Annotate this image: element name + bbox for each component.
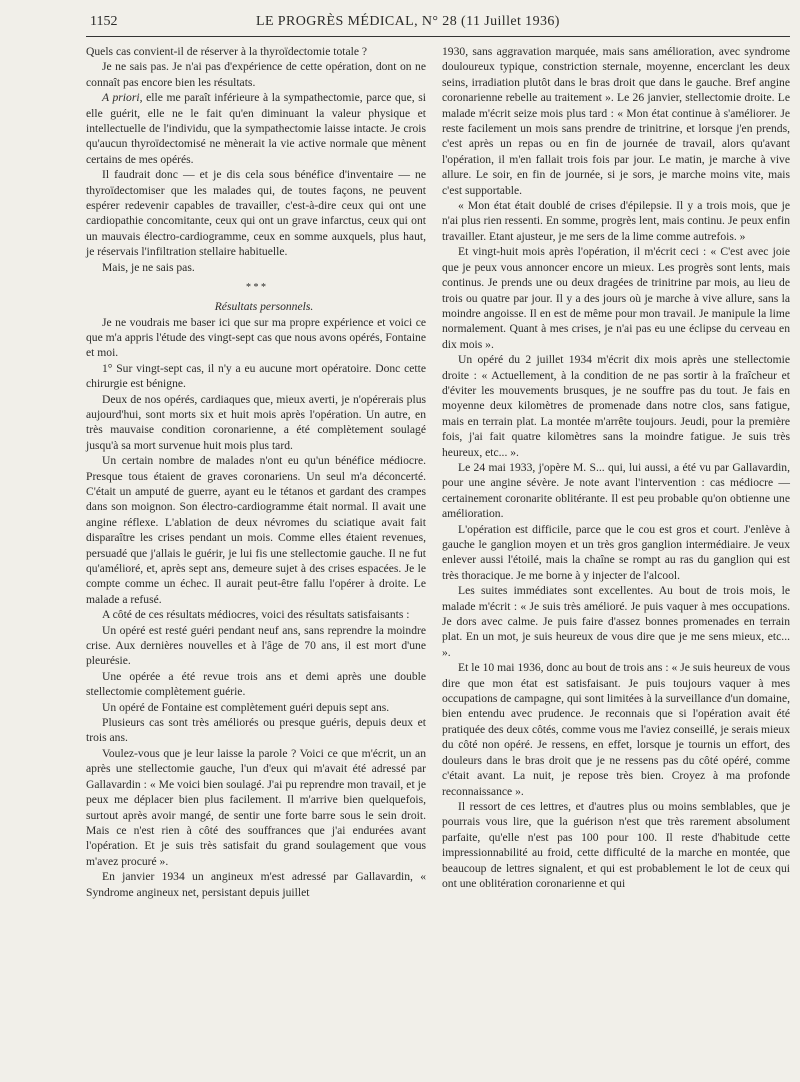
paragraph: Le 24 mai 1933, j'opère M. S... qui, lui aussi, a été vu par Gallavardin, pour une angine sévère. Je note avant l'intervention : cas médiocre — certainement coronarite oblitérante. Il est peu probable qu'on obtienne une amélioration. xyxy=(442,460,790,521)
paragraph: Un opéré du 2 juillet 1934 m'écrit dix mois après une stellectomie droite : « Actuellement, à la condition de ne pas sortir à la fraîcheur et d'éviter les mouvements brusques, je ne souffre pas du tout. Je fais en moyenne deux kilomètres de promenade dans notre clos, sans fatigue, mais en terrain plat. La montée m'arrête toujours. Jeudi, pour la première fois, j'ai fait quatre kilomètres sans la moindre fatigue. Je suis très heureux, etc... ». xyxy=(442,353,790,459)
paragraph: Je ne sais pas. Je n'ai pas d'expérience de cette opération, dont on ne connaît pas encore bien les résultats. xyxy=(86,60,426,89)
paragraph: Plusieurs cas sont très améliorés ou presque guéris, depuis deux et trois ans. xyxy=(86,716,426,745)
paragraph: 1° Sur vingt-sept cas, il n'y a eu aucune mort opératoire. Donc cette chirurgie est bénigne. xyxy=(86,361,426,391)
italic-lead: A priori, xyxy=(102,91,143,105)
paragraph: « Mon état était doublé de crises d'épilepsie. Il y a trois mois, que je n'ai plus rien ressenti. En somme, progrès lent, mais continu. Je peux enfin travailler. Etant ajusteur, je me sers de la lime comme autrefois. » xyxy=(442,199,790,243)
right-column xyxy=(442,44,790,891)
paragraph: Mais, je ne sais pas. xyxy=(102,260,195,274)
page-number: 1152 xyxy=(90,14,118,29)
paragraph: Il faudrait donc — et je dis cela sous bénéfice d'inventaire — ne thyroïdectomiser que les malades qui, de toutes façons, ne peuvent espérer redevenir capables de travailler, c'est-à-dire ceux qui ont une cardiopathie concomitante, ceux qui ont un grave infarctus, ceux qui ont un mauvais électro-cardiogramme, ceux en somme auxquels, plus haut, je réservais l'infiltration stellaire habituelle. xyxy=(86,168,426,259)
paragraph: 1930, sans aggravation marquée, mais sans amélioration, avec syndrome douloureux typique, constriction sternale, moyenne, encerclant les deux seins, irradiation plutôt dans le bras droit que dans le gauche. Bref angine coronarienne rebelle au traitement ». Le 26 janvier, stellectomie droite. Le malade m'écrit seize mois plus tard : « Mon état continue à s'améliorer. Je reste facilement un mois sans prendre de trinitrine, et lorsque j'en prends, c'est après un repas ou en fin de journée de travail, alors qu'avant l'opération, il m'en fallait trois fois par jour. Le matin, je marche à vive allure. Le soir, en fin de journée, si je sors, je marche moins vite, mais c'est supportable. xyxy=(442,45,790,197)
paragraph xyxy=(86,90,426,167)
paragraph: Voulez-vous que je leur laisse la parole ? Voici ce que m'écrit, un an après une stellectomie gauche, l'un d'eux qui m'avait été adressé par Gallavardin : « Me voici bien soulagé. J'ai pu reprendre mon travail, et je peux me déplacer bien plus facilement. Il m'arrive bien quelquefois, surtout après avoir mangé, de sentir une forte barre sous le sein droit. Mais ce n'est rien à côté des souffrances que j'ai endurées avant l'opération. Et je suis très satisfait du grand soulagement que vous m'avez procuré ». xyxy=(86,746,426,868)
paragraph: Il ressort de ces lettres, et d'autres plus ou moins semblables, que je pourrais vous lire, que la guérison n'est que très rarement absolument parfaite, qu'elle n'est pas 100 pour 100. Il reste d'habitude cette impressionnabilité au froid, cette difficulté de la marche en montée, que beaucoup de lettres signalent, et qui est probablement le lot de ceux qui ont une oblitération coronarienne et qui xyxy=(442,799,790,890)
paragraph: Un opéré de Fontaine est complètement guéri depuis sept ans. xyxy=(102,700,390,714)
paragraph: A côté de ces résultats médiocres, voici des résultats satisfaisants : xyxy=(102,608,410,622)
paragraph: Deux de nos opérés, cardiaques que, mieux averti, je n'opérerais plus aujourd'hui, sont morts six et huit mois après l'opération. Un autre, en très mauvaise condition coronarienne, a été complètement soulagé jusqu'à sa mort survenue huit mois plus tard. xyxy=(86,392,426,452)
page-header xyxy=(86,10,790,37)
paragraph: Les suites immédiates sont excellentes. Au bout de trois mois, le malade m'écrit : « Je suis très amélioré. Je puis vaquer à mes occupations. Je dors avec calme. Je puis faire d'assez bonnes promenades en terrain plat. En un mot, je suis heureux de vous dire que je me sens mieux, etc... ». xyxy=(442,584,790,659)
paragraph: Et le 10 mai 1936, donc au bout de trois ans : « Je suis heureux de vous dire que mon état est satisfaisant. Je puis toujours vaquer à mes occupations de campagne, qui sont limitées à la surveillance d'un domaine, bien entendu avec prudence. Je reconnais que si l'opération avait été pratiquée des deux côtés, comme vous me l'aviez conseillé, je serais mieux du côté non opéré. Je ressens, en effet, lorsque je tournis un effort, des douleurs dans le bras droit que je ne ressens pas du côté opéré, comme c'était avant. La nuit, je repose très bien. Croyez à ma profonde reconnaissance ». xyxy=(442,661,790,798)
paragraph: Un opéré est resté guéri pendant neuf ans, sans reprendre la moindre crise. Aux dernières nouvelles et à l'âge de 70 ans, il est mort d'une pleurésie. xyxy=(86,623,426,668)
paragraph: Une opérée a été revue trois ans et demi après une double stellectomie complètement guérie. xyxy=(86,669,426,699)
paragraph: Et vingt-huit mois après l'opération, il m'écrit ceci : « C'est avec joie que je peux vous annoncer encore un mieux. Les progrès sont lents, mais continus. Je prends une ou deux dragées de trinitrine par mois, au lieu de trois ou quatre par jour. Il y a des jours où je marche à vive allure, sans la moindre angoisse. Il en est de même pour mon travail. Je manipule la lime normalement. Quant à mes crises, je n'ai pas eu une éclipse du cerveau en dix mois ». xyxy=(442,245,790,351)
paragraph: L'opération est difficile, parce que le cou est gros et court. J'enlève à gauche le ganglion moyen et un très gros ganglion intermédiaire. Je veux enlever aussi l'étoilé, mais la chaîne se rompt au ras du ganglion qui est très thoracique. Je me borne à y injecter de l'alcool. xyxy=(442,522,790,582)
paragraph: Je ne voudrais me baser ici que sur ma propre expérience et voici ce que m'a appris l'étude des vingt-sept cas que nous avons opérés, Fontaine et moi. xyxy=(86,315,426,360)
paragraph-text: elle me paraît inférieure à la sympathectomie, parce que, si elle guérit, elle ne le fait qu'en diminuant la valeur physique et intellectuelle de l'individu, que la sympathectomie laisse intacte. Je crois qu'aucun thyroïdectomisé ne mènerait la vie active normale que mènent certains de mes opérés. xyxy=(86,91,426,166)
paragraph: Quels cas convient-il de réserver à la thyroïdectomie totale ? xyxy=(86,45,368,58)
left-column xyxy=(86,44,426,900)
running-title: LE PROGRÈS MÉDICAL, N° 28 (11 Juillet 1936) xyxy=(256,14,560,29)
paragraph: En janvier 1934 un angineux m'est adressé par Gallavardin, « Syndrome angineux net, persistant depuis juillet xyxy=(86,870,426,899)
section-heading: Résultats personnels. xyxy=(214,300,314,314)
asterism-divider: * * * xyxy=(246,282,266,294)
paragraph: Un certain nombre de malades n'ont eu qu'un bénéfice médiocre. Presque tous étaient de graves coronariens. Un seul m'a déconcerté. C'était un amputé de guerre, ayant eu le tétanos et gardant des crampes dans son moignon. Son électro-cardiogramme était normal. Il avait une angine réflexe. L'ablation de deux névromes du sciatique avait fait disparaître les crises pendant un mois. Comme elles étaient revenues, persuadé que j'allais le guérir, je lui fis une stellectomie gauche. Il ne fut qu'amélioré, et, après sept ans, demeure sujet à des crises espacées. Je le compte comme un échec. Il aurait peut-être fallu l'opérer à droite. Le malade a refusé. xyxy=(86,454,426,606)
